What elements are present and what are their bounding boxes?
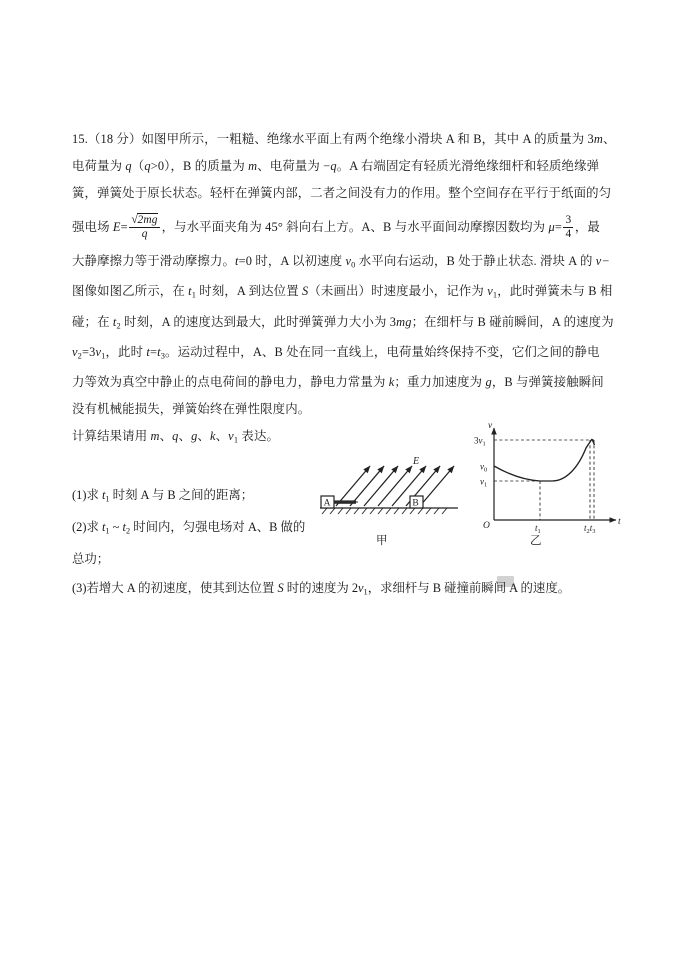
x-tick-t1: $t_1$ bbox=[535, 523, 541, 536]
body-line-6: 图像如图乙所示，在 t1 时刻，A 到达位置 S（未画出）时速度最小，记作为 v1，此时弹簧未与 B 相 bbox=[72, 284, 613, 300]
body-line-11: 计算结果请用 m、q、g、k、v1 表达。 bbox=[72, 429, 280, 445]
problem-number: 15. bbox=[72, 132, 88, 146]
y-tick-3v1: $3v_1$ bbox=[474, 435, 486, 448]
guide-lines bbox=[494, 440, 594, 520]
field-label-E: E bbox=[413, 456, 420, 467]
sqrt-expression: √2mg bbox=[131, 212, 158, 227]
question-3: (3)若增大 A 的初速度，使其到达位置 S 时的速度为 2v1，求细杆与 B 碰撞前瞬间 A 的速度。 bbox=[72, 581, 571, 597]
ground-hatching bbox=[322, 508, 447, 514]
friction-coefficient-fraction: $\frac{3}{4}$ bbox=[565, 214, 572, 240]
block-b-label: B bbox=[412, 498, 419, 509]
figure-yi-svg bbox=[466, 418, 626, 538]
problem-paragraph bbox=[72, 126, 620, 454]
question-2: (2)求 t1 ~ t2 时间内，匀强电场对 A、B 做的 bbox=[72, 520, 306, 536]
body-line-10: 没有机械能损失，弹簧始终在弹性限度内。 bbox=[72, 402, 311, 417]
velocity-curve bbox=[494, 439, 592, 481]
x-axis-label: t bbox=[618, 517, 621, 527]
points-label: （18 分） bbox=[87, 132, 142, 146]
body-line-2: 电荷量为 q（q>0），B 的质量为 m、电荷量为 −q。A 右端固定有轻质光滑绝缘细杆和轻质绝缘弹 bbox=[72, 159, 600, 173]
body-line-5: 大静摩擦力等于滑动摩擦力。t=0 时，A 以初速度 v0 水平向右运动，B 处于静止状态. 滑块 A 的 v− bbox=[72, 254, 610, 270]
body-line-4: 强电场 E= $\frac{√2mg}{q}$ ，与水平面夹角为 45° 斜向右上方。A、B 与水平面间动摩擦因数均为 μ= $\frac{3}{4}$ ，最 bbox=[72, 212, 600, 240]
y-axis-label: v bbox=[488, 421, 493, 431]
y-tick-v1: $v_1$ bbox=[480, 476, 488, 489]
body-line-1: 15.（18 分）如图甲所示，一粗糙、绝缘水平面上有两个绝缘小滑块 A 和 B，其中 A 的质量为 3m、 bbox=[72, 132, 616, 146]
figures-container bbox=[318, 421, 628, 560]
figure-jia-caption: 甲 bbox=[376, 535, 388, 547]
body-line-9: 力等效为真空中静止的点电荷间的静电力，静电力常量为 k；重力加速度为 g，B 与弹簧接触瞬间 bbox=[72, 375, 604, 390]
body-line-7: 碰；在 t2 时刻，A 的速度达到最大，此时弹簧弹力大小为 3mg；在细杆与 B 碰前瞬间，A 的速度为 bbox=[72, 314, 614, 331]
figure-yi-caption: 乙 bbox=[530, 535, 542, 547]
body-line-8: v2=3v1，此时 t=t3。运动过程中，A、B 处在同一直线上，电荷量始终保持不变，它们之间的静电 bbox=[72, 345, 600, 361]
field-strength-fraction: $\frac{√2mg}{q}$ bbox=[129, 213, 160, 241]
electric-field-arrows bbox=[336, 466, 454, 509]
figure-jia-svg bbox=[318, 440, 468, 532]
y-tick-v0: $v_0$ bbox=[480, 461, 488, 474]
question-2-cont: 总功； bbox=[72, 552, 110, 567]
question-1: (1)求 t1 时刻 A 与 B 之间的距离； bbox=[72, 487, 254, 504]
figure-yi bbox=[466, 418, 626, 543]
figure-jia bbox=[318, 440, 468, 537]
scan-smudge bbox=[497, 576, 514, 587]
origin-label: O bbox=[483, 521, 490, 531]
body-line-3: 簧，弹簧处于原长状态。轻杆在弹簧内部，二者之间没有力的作用。整个空间存在平行于纸面的匀 bbox=[72, 186, 612, 200]
block-a-label: A bbox=[323, 498, 331, 509]
x-tick-t2-t3: $t_2t_3$ bbox=[584, 523, 596, 536]
